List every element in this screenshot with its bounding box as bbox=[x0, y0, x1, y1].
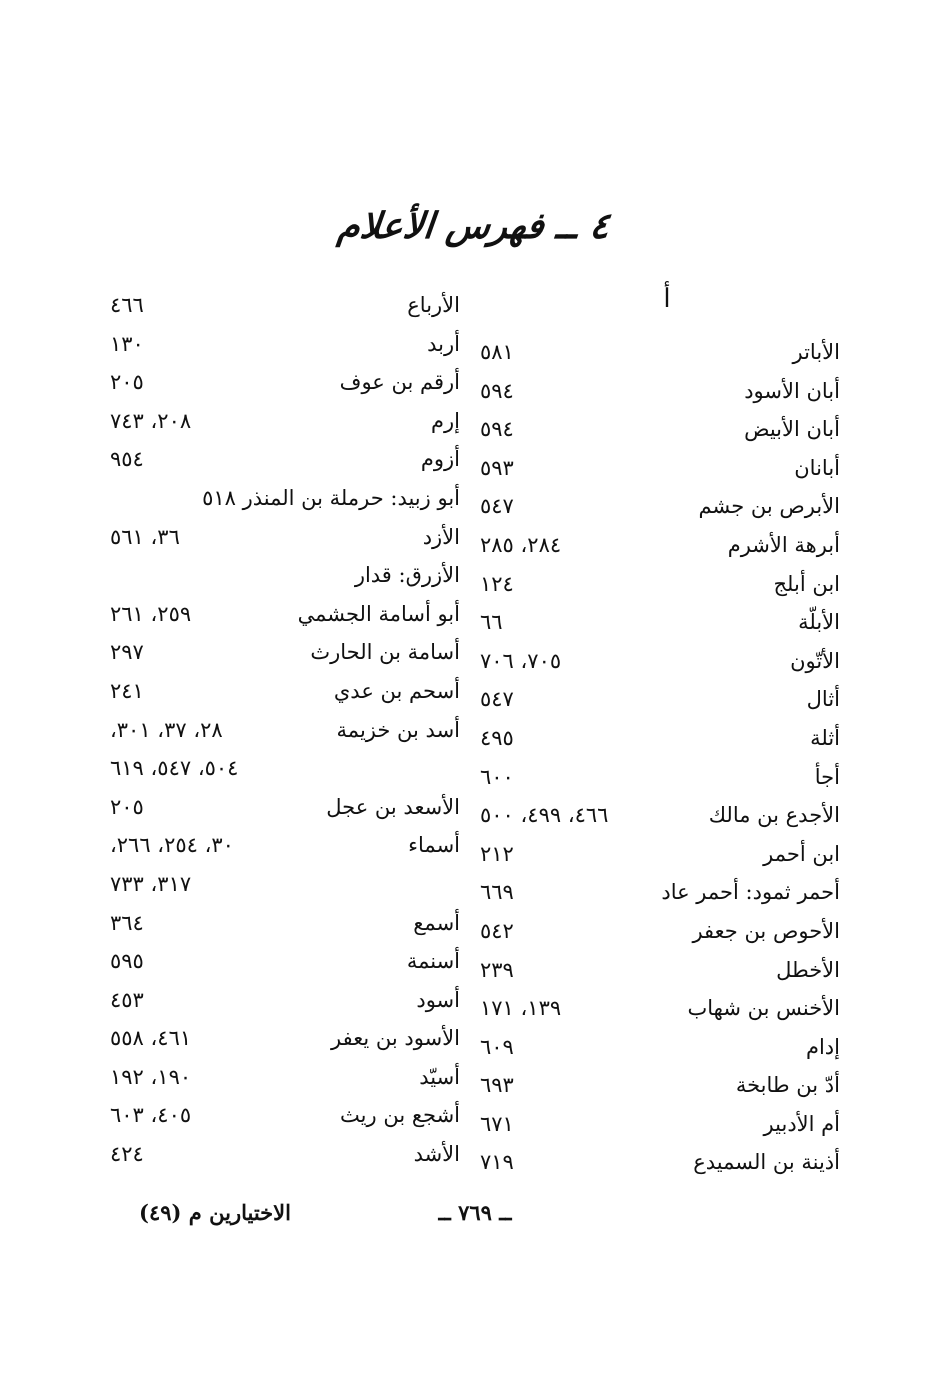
entry-name: الأجدع بن مالك bbox=[708, 803, 840, 828]
entry-name: أسامة بن الحارث bbox=[310, 640, 460, 665]
entry-name: أذينة بن السميدع bbox=[693, 1150, 840, 1175]
index-entry bbox=[110, 633, 460, 672]
entry-pages: ٢٤١ bbox=[110, 678, 144, 703]
entry-name: أبو أسامة الجشمي bbox=[297, 601, 460, 626]
entry-pages: ٢٠٨، ٧٤٣ bbox=[110, 408, 192, 433]
entry-name: أسمع bbox=[413, 910, 460, 935]
index-entry bbox=[480, 1066, 840, 1105]
entry-name: أسماء bbox=[408, 833, 460, 858]
entry-pages: ٦٦٩ bbox=[480, 880, 514, 905]
index-entry bbox=[480, 758, 840, 797]
index-entry bbox=[480, 526, 840, 565]
entry-pages: ٥٩٥ bbox=[110, 949, 144, 974]
index-entry bbox=[480, 449, 840, 488]
entry-pages: ٢٠٥ bbox=[110, 794, 144, 819]
entry-name: أبو زبيد: حرملة بن المنذر ٥١٨ bbox=[202, 485, 460, 510]
entry-pages: ٤٢٤ bbox=[110, 1142, 144, 1167]
entry-name: أسد بن خزيمة bbox=[336, 717, 460, 742]
index-entry bbox=[110, 1058, 460, 1097]
entry-pages: ٢١٢ bbox=[480, 841, 514, 866]
index-entry bbox=[110, 865, 460, 904]
index-entry bbox=[480, 372, 840, 411]
entry-name: أسحم بن عدي bbox=[333, 678, 460, 703]
index-entry bbox=[110, 788, 460, 827]
index-entry bbox=[480, 603, 840, 642]
entry-pages: ٣٦٤ bbox=[110, 910, 144, 935]
entry-name: الأشد bbox=[413, 1142, 460, 1167]
entry-name: أدّ بن طابخة bbox=[735, 1073, 840, 1098]
entry-pages: ٢٨، ٣٧، ٣٠١، bbox=[110, 717, 223, 742]
entry-pages: ٥٩٤ bbox=[480, 378, 514, 403]
entry-pages: ٧١٩ bbox=[480, 1150, 514, 1175]
index-entry bbox=[480, 989, 840, 1028]
index-entry bbox=[480, 1143, 840, 1182]
index-entry bbox=[110, 440, 460, 479]
entry-pages: ٦٠٩ bbox=[480, 1034, 514, 1059]
entry-pages: ١٣٩، ١٧١ bbox=[480, 996, 562, 1021]
entry-name: الأخنس بن شهاب bbox=[687, 996, 840, 1021]
index-entry bbox=[110, 1019, 460, 1058]
page-title: ٤ ــ فهرس الأعلام bbox=[335, 205, 612, 247]
index-entry bbox=[110, 556, 460, 595]
entry-pages: ٤٠٥، ٦٠٣ bbox=[110, 1103, 192, 1128]
entry-name: أثال bbox=[806, 687, 840, 712]
entry-pages: ١٩٠، ١٩٢ bbox=[110, 1064, 192, 1089]
entry-name: إرم bbox=[431, 408, 460, 433]
index-entry bbox=[480, 873, 840, 912]
entry-pages: ٢٨٤، ٢٨٥ bbox=[480, 532, 562, 557]
page-footer bbox=[0, 1200, 947, 1240]
entry-name: الأرباع bbox=[407, 293, 460, 317]
entry-pages: ٥٤٧ bbox=[480, 687, 514, 712]
index-entry bbox=[480, 333, 840, 372]
index-entry bbox=[110, 595, 460, 634]
entry-name: أبانان bbox=[794, 455, 840, 480]
index-entry bbox=[110, 286, 460, 325]
entry-pages: ٤٦٦، ٤٩٩، ٥٠٠ bbox=[480, 803, 609, 828]
index-entry bbox=[480, 680, 840, 719]
entry-name: الأتّون bbox=[790, 648, 840, 673]
entry-pages: ٤٩٥ bbox=[480, 725, 514, 750]
index-entry bbox=[480, 796, 840, 835]
entry-pages: ٢٠٥ bbox=[110, 370, 144, 395]
entry-name: أسنمة bbox=[406, 949, 460, 974]
entry-name: أثلة bbox=[810, 725, 840, 750]
entry-pages: ١٢٤ bbox=[480, 571, 514, 596]
index-column-left bbox=[110, 286, 460, 1174]
entry-pages: ٥٠٤، ٥٤٧، ٦١٩ bbox=[110, 756, 239, 781]
index-column-right bbox=[480, 333, 840, 1182]
entry-pages: ٣٦، ٥٦١ bbox=[110, 524, 180, 549]
entry-name: الأخطل bbox=[776, 957, 840, 982]
entry-name: الأزد bbox=[422, 524, 460, 549]
entry-name: ابن أبلج bbox=[773, 571, 840, 596]
index-entry bbox=[110, 826, 460, 865]
index-entry bbox=[480, 565, 840, 604]
index-entry bbox=[110, 325, 460, 364]
entry-name: إدام bbox=[805, 1034, 840, 1059]
section-letter: أ bbox=[663, 284, 671, 314]
entry-pages: ٢٩٧ bbox=[110, 640, 144, 665]
index-entry bbox=[480, 835, 840, 874]
entry-name: الأسعد بن عجل bbox=[326, 794, 460, 819]
entry-pages: ٦٧١ bbox=[480, 1111, 514, 1136]
entry-pages: ١٣٠ bbox=[110, 331, 144, 356]
entry-name: أرقم بن عوف bbox=[339, 370, 460, 395]
entry-pages: ٤٦١، ٥٥٨ bbox=[110, 1026, 192, 1051]
index-entry bbox=[480, 719, 840, 758]
entry-pages: ٥٩٣ bbox=[480, 455, 514, 480]
entry-pages: ٣١٧، ٧٣٣ bbox=[110, 871, 192, 896]
index-entry bbox=[110, 711, 460, 750]
entry-name: الأحوص بن جعفر bbox=[692, 918, 840, 943]
entry-pages: ٢٣٩ bbox=[480, 957, 514, 982]
entry-pages: ٧٠٥، ٧٠٦ bbox=[480, 648, 562, 673]
entry-name: أحمر ثمود: أحمر عاد bbox=[661, 880, 840, 905]
entry-name: أسيّد bbox=[419, 1064, 460, 1089]
index-entry bbox=[480, 912, 840, 951]
entry-pages: ٥٤٧ bbox=[480, 494, 514, 519]
index-entry bbox=[110, 402, 460, 441]
entry-name: أشجع بن ريث bbox=[340, 1103, 460, 1128]
entry-pages: ٥٨١ bbox=[480, 340, 514, 364]
entry-name: أربد bbox=[427, 331, 460, 356]
entry-pages: ٢٥٩، ٢٦١ bbox=[110, 601, 192, 626]
page-number: ــ ٧٦٩ ــ bbox=[438, 1200, 512, 1225]
entry-name: الأزرق: قدار bbox=[354, 563, 460, 588]
entry-pages: ٥٤٢ bbox=[480, 918, 514, 943]
entry-pages: ٣٠، ٢٥٤، ٢٦٦، bbox=[110, 833, 234, 858]
index-entry bbox=[110, 672, 460, 711]
index-entry bbox=[110, 1135, 460, 1174]
index-entry bbox=[110, 363, 460, 402]
entry-name: أم الأدبير bbox=[763, 1111, 840, 1136]
entry-pages: ٤٥٣ bbox=[110, 987, 144, 1012]
entry-pages: ٦٦ bbox=[480, 610, 503, 635]
entry-pages: ٩٥٤ bbox=[110, 447, 144, 472]
entry-pages: ٦٠٠ bbox=[480, 764, 514, 789]
entry-name: ابن أحمر bbox=[763, 841, 840, 866]
entry-name: الأبلّة bbox=[798, 610, 840, 635]
entry-name: أزوم bbox=[420, 447, 460, 472]
index-entry bbox=[480, 410, 840, 449]
signature-mark: الاختيارين م (٤٩) bbox=[139, 1200, 291, 1225]
entry-name: أبان الأسود bbox=[744, 378, 840, 403]
index-entry bbox=[110, 942, 460, 981]
entry-name: أبرهة الأشرم bbox=[727, 532, 840, 557]
index-entry bbox=[480, 642, 840, 681]
entry-name: أبان الأبيض bbox=[744, 417, 840, 442]
entry-name: الأباتر bbox=[792, 340, 840, 364]
entry-pages: ٤٦٦ bbox=[110, 293, 144, 317]
index-entry bbox=[110, 981, 460, 1020]
index-entry bbox=[480, 1028, 840, 1067]
entry-name: الأسود بن يعفر bbox=[331, 1026, 460, 1051]
entry-name: أجأ bbox=[814, 764, 840, 789]
entry-name: أسود bbox=[416, 987, 460, 1012]
entry-pages: ٦٩٣ bbox=[480, 1073, 514, 1098]
index-entry bbox=[480, 1105, 840, 1144]
entry-name: الأبرص بن جشم bbox=[698, 494, 840, 519]
index-entry bbox=[480, 487, 840, 526]
index-entry bbox=[480, 951, 840, 990]
index-entry bbox=[110, 749, 460, 788]
index-entry bbox=[110, 479, 460, 518]
index-entry bbox=[110, 518, 460, 557]
entry-pages: ٥٩٤ bbox=[480, 417, 514, 442]
index-entry bbox=[110, 904, 460, 943]
index-entry bbox=[110, 1096, 460, 1135]
